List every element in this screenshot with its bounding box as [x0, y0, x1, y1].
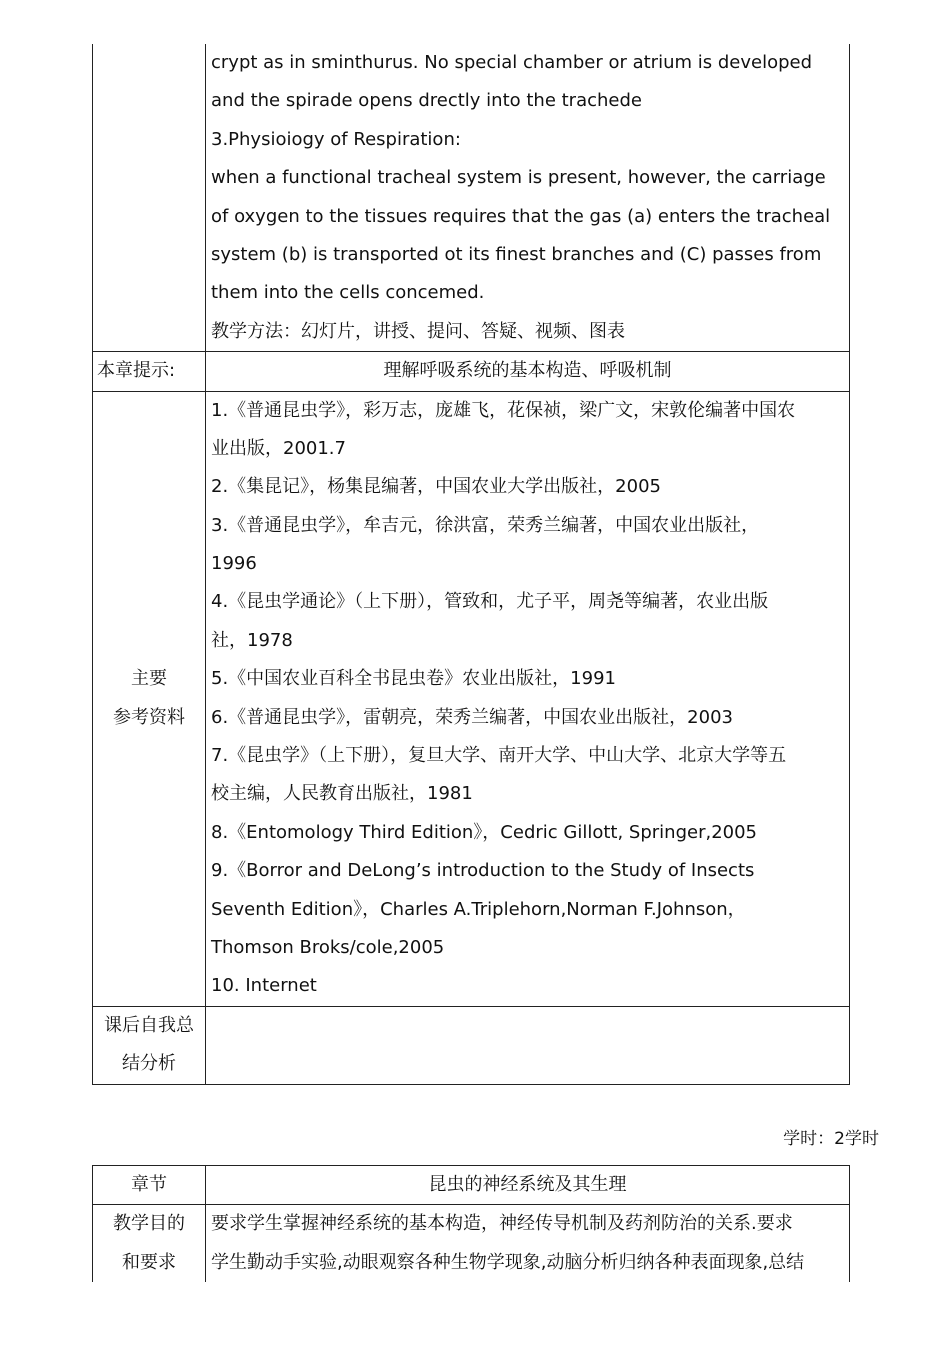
- reference-line: 8.《Entomology Third Edition》，Cedric Gillott, Springer,2005: [211, 821, 758, 843]
- chapter-hint-label-text: 本章提示:: [97, 360, 176, 382]
- reference-line: 5.《中国农业百科全书昆虫卷》农业出版社，1991: [211, 668, 616, 690]
- reference-line: 9.《Borror and DeLong’s introduction to the Study of Insects: [211, 860, 755, 882]
- table-row: [93, 1006, 850, 1084]
- self-summary-label: [93, 1006, 206, 1084]
- references-cell: [206, 391, 850, 1006]
- continued-content-cell: [206, 44, 850, 352]
- reference-line: 10. Internet: [211, 975, 317, 997]
- teaching-goal-label: [93, 1205, 206, 1282]
- reference-line: Seventh Edition》，Charles A.Triplehorn,Norman F.Johnson，: [211, 898, 746, 920]
- reference-line: 校主编，人民教育出版社，1981: [211, 783, 473, 805]
- text-line: of oxygen to the tissues requires that the gas (a) enters the tracheal: [211, 205, 831, 227]
- teaching-goal-cell: [206, 1205, 850, 1282]
- empty-label-cell: [93, 44, 206, 352]
- teaching-goal-label-line: 和要求: [122, 1251, 176, 1273]
- table-row: [93, 1205, 850, 1282]
- lesson-table-continued: [92, 44, 850, 1085]
- chapter-hint-label: [93, 352, 206, 391]
- reference-line: 2.《集昆记》，杨集昆编著，中国农业大学出版社，2005: [211, 476, 661, 498]
- table-row: [93, 391, 850, 1006]
- references-label: [93, 391, 206, 1006]
- reference-line: 1.《普通昆虫学》，彩万志，庞雄飞，花保祯，梁广文，宋敦伦编著中国农: [211, 399, 796, 421]
- chapter-title-cell: [206, 1166, 850, 1205]
- references-label-line: 参考资料: [113, 706, 185, 728]
- reference-line: 3.《普通昆虫学》，牟吉元，徐洪富，荣秀兰编著，中国农业出版社，: [211, 514, 760, 536]
- text-line: system (b) is transported ot its finest branches and (C) passes from: [211, 243, 822, 265]
- table-row: [93, 1166, 850, 1205]
- reference-line: 7.《昆虫学》（上下册），复旦大学、南开大学、中山大学、北京大学等五: [211, 745, 787, 767]
- text-line: when a functional tracheal system is present, however, the carriage: [211, 167, 826, 189]
- reference-line: Thomson Broks/cole,2005: [211, 936, 445, 958]
- teaching-goal-label-line: 教学目的: [113, 1213, 185, 1235]
- lesson-table-next: [92, 1165, 850, 1282]
- reference-line: 1996: [211, 553, 257, 575]
- text-line: them into the cells concemed.: [211, 282, 485, 304]
- chapter-label-text: 章节: [131, 1174, 167, 1195]
- study-hours: 学时：2学时: [783, 1129, 879, 1149]
- reference-line: 业出版，2001.7: [211, 437, 346, 459]
- references-label-line: 主要: [131, 668, 167, 690]
- self-summary-cell: [206, 1006, 850, 1084]
- goal-line: 学生勤动手实验,动眼观察各种生物学现象,动脑分析归纳各种表面现象,总结: [211, 1251, 805, 1273]
- teaching-methods-line: 教学方法：幻灯片，讲授、提问、答疑、视频、图表: [211, 320, 625, 342]
- goal-line: 要求学生掌握神经系统的基本构造，神经传导机制及药剂防治的关系.要求: [211, 1213, 793, 1235]
- reference-line: 4.《昆虫学通论》（上下册），管致和，尤子平，周尧等编著，农业出版: [211, 591, 769, 613]
- text-line: crypt as in sminthurus. No special chamber or atrium is developed: [211, 52, 813, 73]
- self-summary-label-line: 课后自我总: [104, 1014, 194, 1036]
- chapter-title: 昆虫的神经系统及其生理: [428, 1174, 627, 1195]
- self-summary-label-line: 结分析: [122, 1053, 176, 1075]
- chapter-hint-text: 理解呼吸系统的基本构造、呼吸机制: [383, 360, 672, 382]
- chapter-label: [93, 1166, 206, 1205]
- reference-line: 社，1978: [211, 629, 293, 651]
- reference-line: 6.《普通昆虫学》，雷朝亮，荣秀兰编著，中国农业出版社，2003: [211, 706, 733, 728]
- table-row: [93, 352, 850, 391]
- chapter-hint-cell: [206, 352, 850, 391]
- text-line: and the spirade opens drectly into the trachede: [211, 90, 642, 112]
- table-row: [93, 44, 850, 352]
- text-line: 3.Physioiogy of Respiration:: [211, 128, 461, 150]
